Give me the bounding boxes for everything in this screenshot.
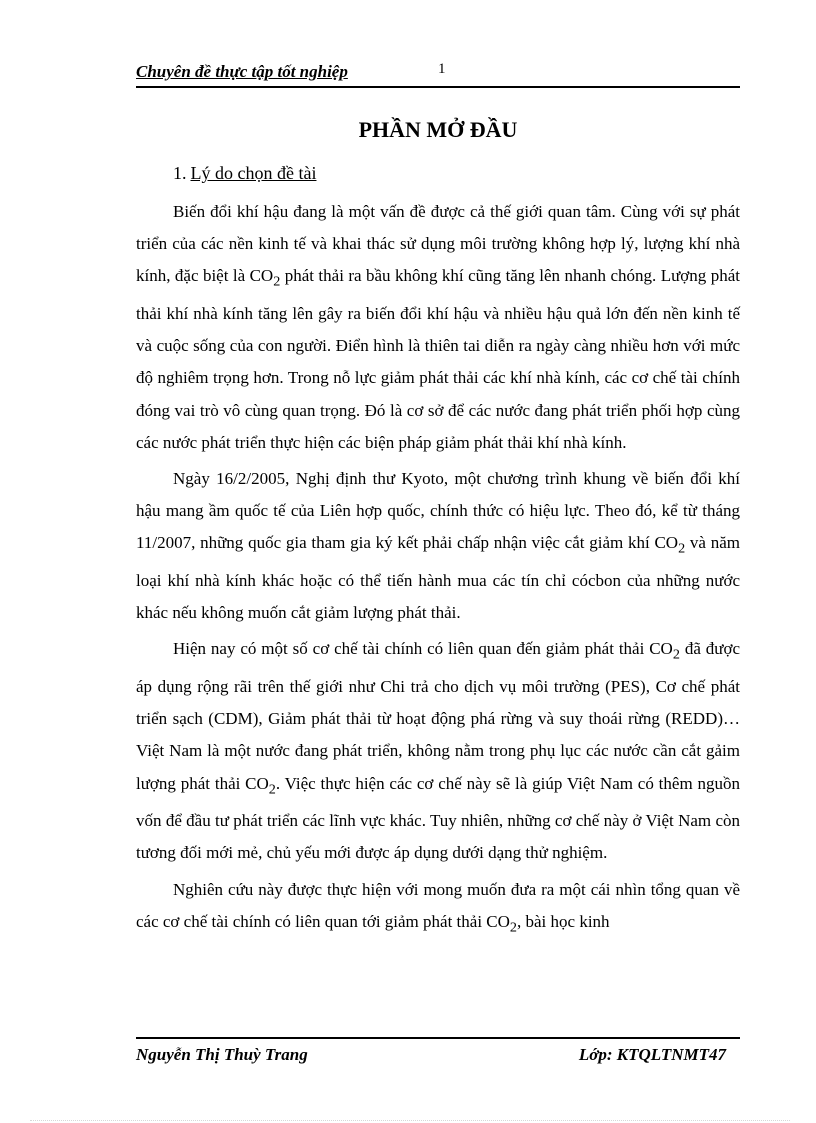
footer-class: Lớp: KTQLTNMT47: [578, 1045, 726, 1064]
section-heading: [173, 163, 316, 184]
header-title: Chuyên đề thực tập tốt nghiệp: [136, 62, 348, 81]
body-text: [136, 196, 740, 947]
page-header: [136, 58, 740, 88]
footer-author: Nguyễn Thị Thuỳ Trang: [136, 1045, 308, 1064]
page-title: PHẦN MỞ ĐẦU: [358, 117, 518, 142]
paragraph-1-text-a: Biến đổi khí hậu đang là một vấn đề được cả thế giới quan tâm. Cùng với sự phát triển của các nền kinh tế và khai thác sử dụng môi trường không hợp lý, lượng khí nhà kính, đặc biệt là CO: [136, 202, 740, 286]
paragraph-3-text-c: . Việc thực hiện các cơ chế này sẽ là giúp Việt Nam có thêm nguồn vốn để đầu tư phát triển các lĩnh vực khác. Tuy nhiên, những cơ chế này ở Việt Nam còn tương đối mới mẻ, chủ yếu mới được áp dụng dưới dạng thử nghiệm.: [136, 773, 740, 863]
paragraph-3: [136, 633, 740, 869]
paragraph-2-text-a: Ngày 16/2/2005, Nghị định thư Kyoto, một chương trình khung về biến đổi khí hậu mang ầm quốc tế của Liên hợp quốc, chính thức có hiệu lực. Theo đó, kể từ tháng 11/2007, những quốc gia tham gia ký kết phải chấp nhận việc cắt giảm khí CO: [136, 469, 740, 553]
page-footer: [136, 1037, 740, 1065]
section-label: Lý do chọn đề tài: [190, 163, 317, 183]
page-edge-divider: [30, 1120, 790, 1121]
paragraph-2-text-b: và năm loại khí nhà kính khác hoặc có thể tiến hành mua các tín chỉ cócbon của những nước khác nếu không muốn cắt giảm lượng phát thải.: [136, 533, 740, 623]
paragraph-3-text-b: đã được áp dụng rộng rãi trên thế giới như Chi trả cho dịch vụ môi trường (PES), Cơ chế phát triển sạch (CDM), Giảm phát thải từ hoạt động phá rừng và suy thoái rừng (REDD)… Việt Nam là một nước đang phát triển, không nằm trong phụ lục các nước cần cắt gảim lượng phát thải CO: [136, 639, 740, 793]
paragraph-1: [136, 196, 740, 459]
subscript: 2: [273, 273, 281, 290]
paragraph-1-text-b: phát thải ra bầu không khí cũng tăng lên nhanh chóng. Lượng phát thải khí nhà kính tăng lên gây ra biến đổi khí hậu và nhiều hậu quả lớn đến nền kinh tế và cuộc sống của con người. Điển hình là thiên tai diễn ra ngày càng nhiều hơn với mức độ nghiêm trọng hơn. Trong nỗ lực giảm phát thải các khí nhà kính, các cơ chế tài chính đóng vai trò vô cùng quan trọng. Đó là cơ sở để các nước đang phát triển phối hợp cùng các nước phát triển thực hiện các biện pháp giảm phát thải khí nhà kính.: [136, 266, 740, 452]
page-number: 1: [438, 61, 446, 77]
subscript: 2: [672, 646, 680, 663]
paragraph-4-text-b: , bài học kinh: [517, 911, 610, 931]
paragraph-3-text-a: Hiện nay có một số cơ chế tài chính có liên quan đến giảm phát thải CO: [173, 639, 673, 659]
subscript: 2: [509, 919, 517, 936]
section-number: 1.: [173, 163, 187, 183]
paragraph-2: [136, 463, 740, 629]
paragraph-4-text-a: Nghiên cứu này được thực hiện với mong muốn đưa ra một cái nhìn tổng quan về các cơ chế tài chính có liên quan tới giảm phát thải CO: [136, 879, 740, 931]
subscript: 2: [678, 540, 686, 557]
paragraph-4: [136, 874, 740, 944]
subscript: 2: [268, 781, 276, 798]
